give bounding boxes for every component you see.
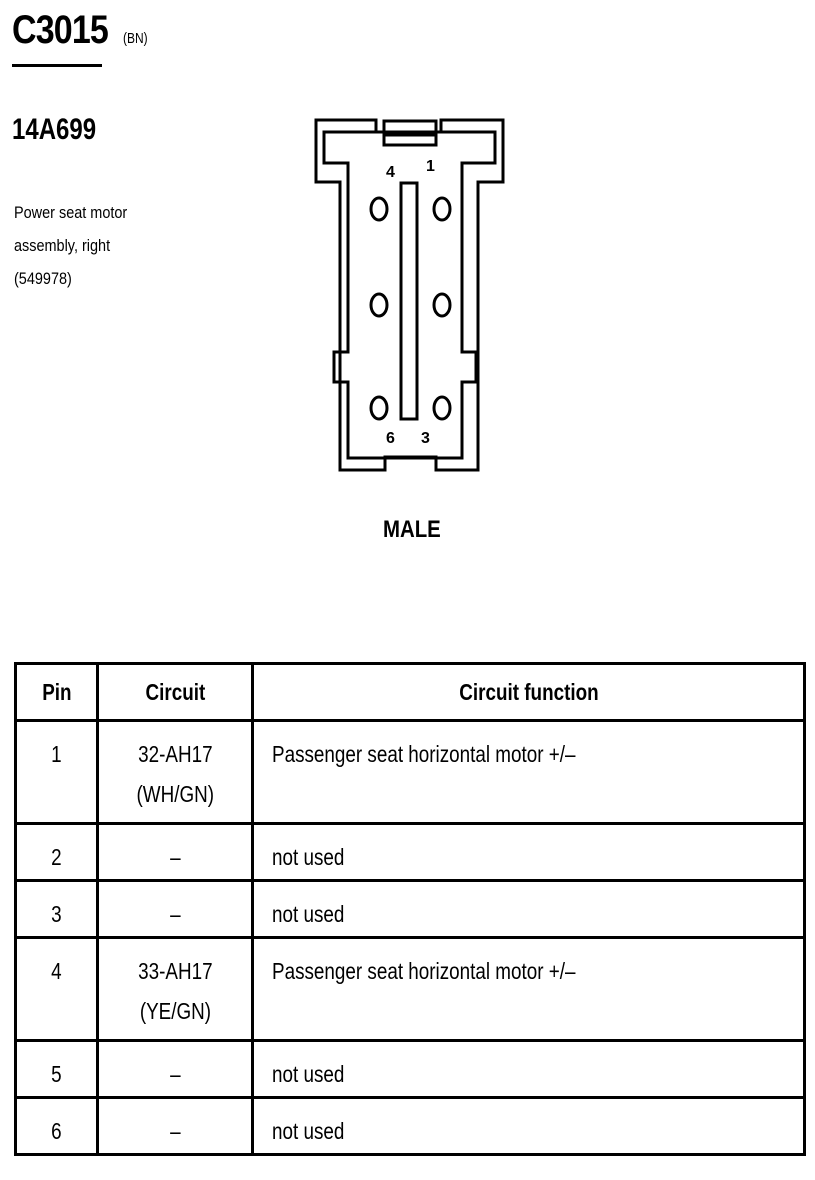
- table-row: [16, 881, 805, 938]
- table-header-row: [16, 664, 805, 721]
- pin-cell: 1: [16, 721, 98, 824]
- description-line: assembly, right: [14, 236, 111, 255]
- description-line: (549978): [14, 269, 72, 288]
- table-row: [16, 1041, 805, 1098]
- function-cell: not used: [253, 1098, 805, 1155]
- table-row: [16, 721, 805, 824]
- circuit-cell: –: [98, 1098, 253, 1155]
- pin-cell: 4: [16, 938, 98, 1041]
- connector-gender-label: MALE: [383, 516, 441, 543]
- pin-cell: 3: [16, 881, 98, 938]
- pin-cavity: [371, 198, 387, 220]
- connector-color: (BN): [123, 30, 148, 47]
- table-row: [16, 824, 805, 881]
- description-line: Power seat motor: [14, 203, 128, 222]
- pin-label-3: 3: [421, 430, 430, 447]
- header-circuit: Circuit: [98, 664, 253, 721]
- table-row: [16, 938, 805, 1041]
- circuit-cell: 33-AH17 (YE/GN): [98, 938, 253, 1041]
- table-row: [16, 1098, 805, 1155]
- circuit-cell: 32-AH17 (WH/GN): [98, 721, 253, 824]
- pin-cavity: [371, 294, 387, 316]
- pin-cavity: [434, 198, 450, 220]
- function-cell: not used: [253, 881, 805, 938]
- pin-cell: 5: [16, 1041, 98, 1098]
- function-cell: not used: [253, 1041, 805, 1098]
- pin-label-1: 1: [426, 158, 435, 175]
- pin-cavity: [371, 397, 387, 419]
- pinout-table: [14, 662, 806, 1156]
- pin-label-4: 4: [386, 164, 395, 181]
- pin-label-6: 6: [386, 430, 395, 447]
- function-cell: not used: [253, 824, 805, 881]
- pin-cell: 6: [16, 1098, 98, 1155]
- connector-inner-housing: [324, 132, 495, 458]
- connector-face-diagram: [0, 0, 815, 560]
- circuit-cell: –: [98, 1041, 253, 1098]
- pin-cavity: [434, 294, 450, 316]
- function-cell: Passenger seat horizontal motor +/–: [253, 721, 805, 824]
- function-cell: Passenger seat horizontal motor +/–: [253, 938, 805, 1041]
- connector-id: C3015: [12, 8, 108, 52]
- circuit-cell: –: [98, 881, 253, 938]
- header-pin: Pin: [16, 664, 98, 721]
- part-number: 14A699: [12, 113, 97, 146]
- circuit-cell: –: [98, 824, 253, 881]
- polarizing-key: [401, 183, 417, 419]
- pin-cell: 2: [16, 824, 98, 881]
- header-circuit-function: Circuit function: [253, 664, 805, 721]
- pin-cavity: [434, 397, 450, 419]
